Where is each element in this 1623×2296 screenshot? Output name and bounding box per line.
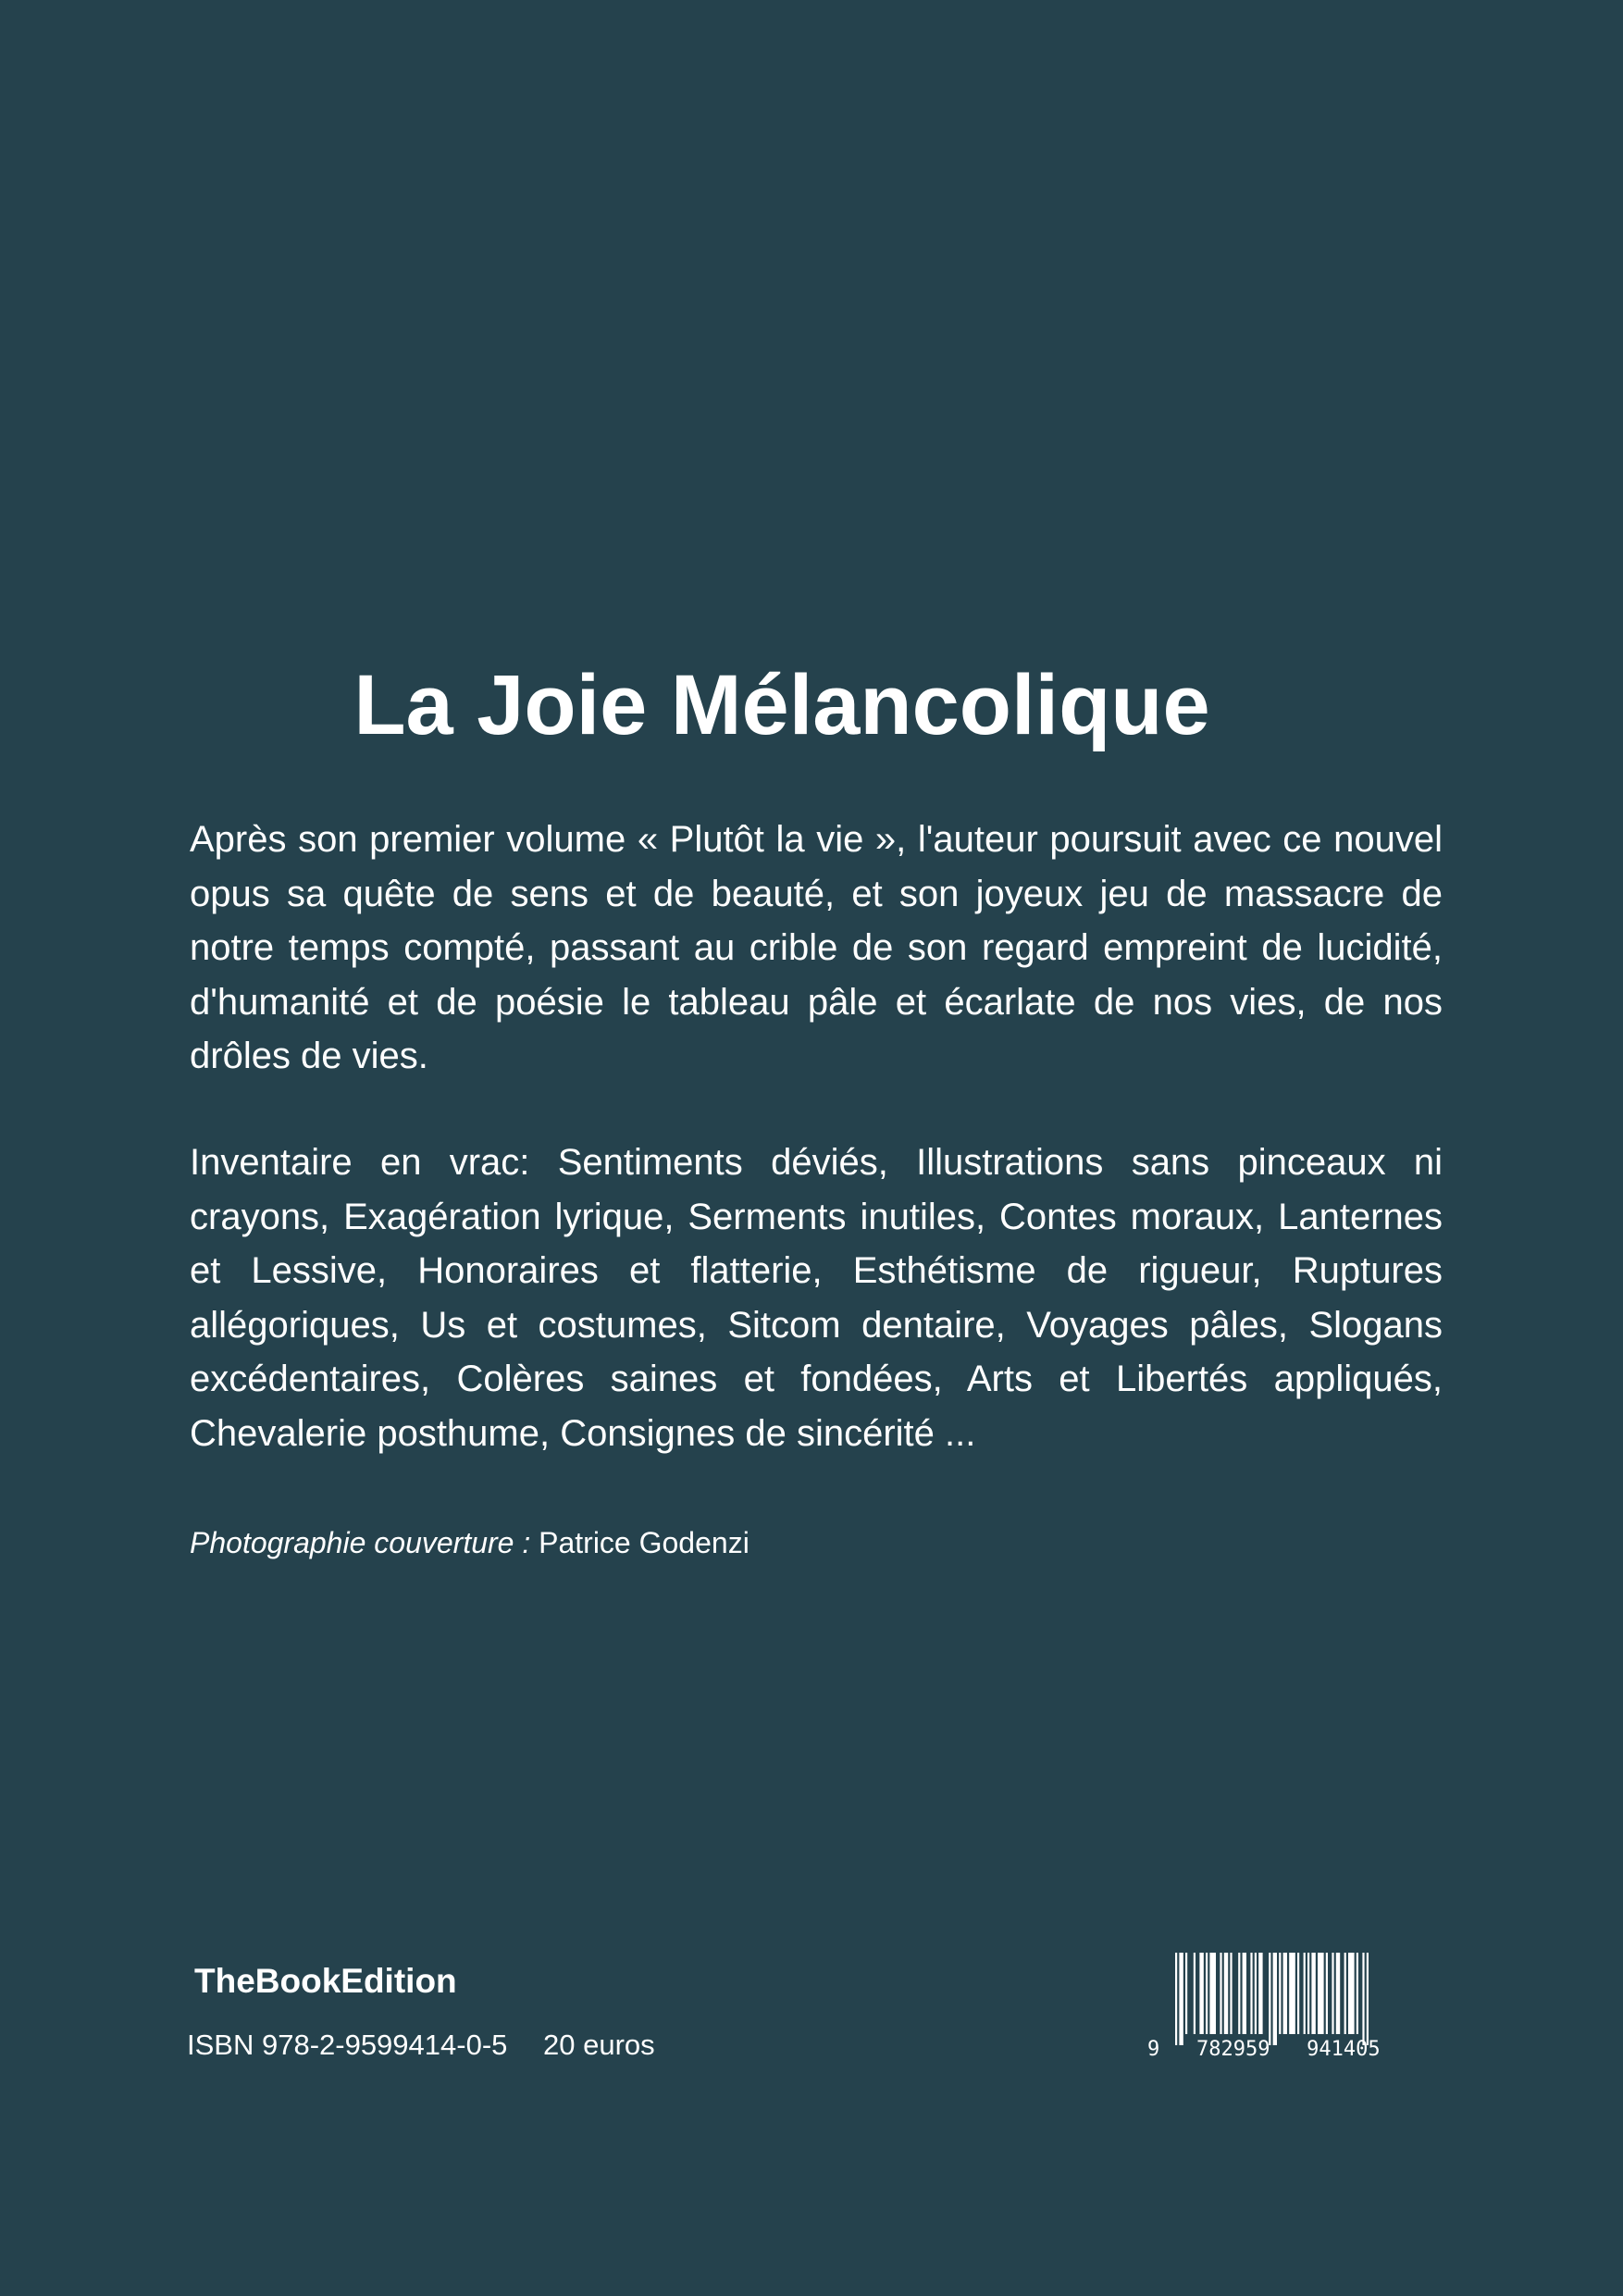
barcode-bar	[1238, 1953, 1240, 2034]
barcode-bar	[1206, 1953, 1208, 2034]
barcode-bar	[1336, 1953, 1340, 2034]
price: 20 euros	[543, 2029, 655, 2061]
barcode-digits: 9 782959 941405	[1147, 2038, 1381, 2061]
barcode-bar	[1279, 1953, 1281, 2034]
isbn-number: ISBN 978-2-9599414-0-5	[187, 2029, 508, 2061]
photo-credit	[190, 1522, 750, 1563]
barcode-bar	[1311, 1953, 1315, 2034]
barcode-bar	[1297, 1953, 1299, 2034]
barcode-bar	[1243, 1953, 1246, 2034]
blurb-paragraph-2: Inventaire en vrac: Sentiments déviés, Illustrations sans pinceaux ni crayons, Exagération lyrique, Serments inutiles, Contes moraux, Lanternes et Lessive, Honoraires et flatterie, Esthétisme de rigueur, Ruptures allégoriques, Us et costumes, Sitcom dentaire, Voyages pâles, Slogans excédentaires, Colères saines et fondées, Arts et Libertés appliqués, Chevalerie posthume, Consignes de sincérité ...	[190, 1142, 1443, 1454]
barcode-bar	[1209, 1953, 1216, 2034]
barcode-bar	[1258, 1953, 1262, 2034]
barcode-bar	[1289, 1953, 1295, 2034]
barcode-bar	[1367, 1953, 1369, 2045]
barcode-bar	[1326, 1953, 1328, 2034]
barcode-bar	[1250, 1953, 1252, 2034]
barcode-bar	[1224, 1953, 1228, 2034]
book-title: La Joie Mélancolique	[353, 658, 1210, 752]
barcode	[1147, 1951, 1443, 2062]
photo-credit-label: Photographie couverture :	[190, 1526, 531, 1559]
blurb-paragraph-1: Après son premier volume « Plutôt la vie », l'auteur poursuit avec ce nouvel opus sa quête de sens et de beauté, et son joyeux jeu de massacre de notre temps compté, passant au crible de son regard empreint de lucidité, d'humanité et de poésie le tableau pâle et écarlate de nos vies, de nos drôles de vies.	[190, 819, 1443, 1076]
barcode-bar	[1185, 1953, 1187, 2034]
barcode-bar	[1348, 1953, 1355, 2034]
barcode-bar	[1332, 1953, 1333, 2034]
barcode-bar	[1179, 1953, 1183, 2045]
barcode-bar	[1307, 1953, 1309, 2034]
barcode-bar	[1304, 1953, 1306, 2034]
barcode-bar	[1255, 1953, 1257, 2034]
isbn-line	[187, 2025, 655, 2066]
barcode-bar	[1283, 1953, 1287, 2034]
barcode-bar	[1199, 1953, 1203, 2034]
barcode-bar	[1344, 1953, 1346, 2034]
barcode-bar	[1318, 1953, 1324, 2034]
barcode-bar	[1357, 1953, 1358, 2034]
barcode-bar	[1194, 1953, 1196, 2034]
barcode-bar	[1362, 1953, 1364, 2045]
photo-credit-name: Patrice Godenzi	[539, 1526, 750, 1559]
publisher-name: TheBookEdition	[194, 1962, 457, 2000]
barcode-bar	[1230, 1953, 1232, 2034]
barcode-bar	[1273, 1953, 1277, 2045]
barcode-bar	[1269, 1953, 1270, 2045]
barcode-bar	[1175, 1953, 1177, 2045]
barcode-bar	[1220, 1953, 1221, 2034]
